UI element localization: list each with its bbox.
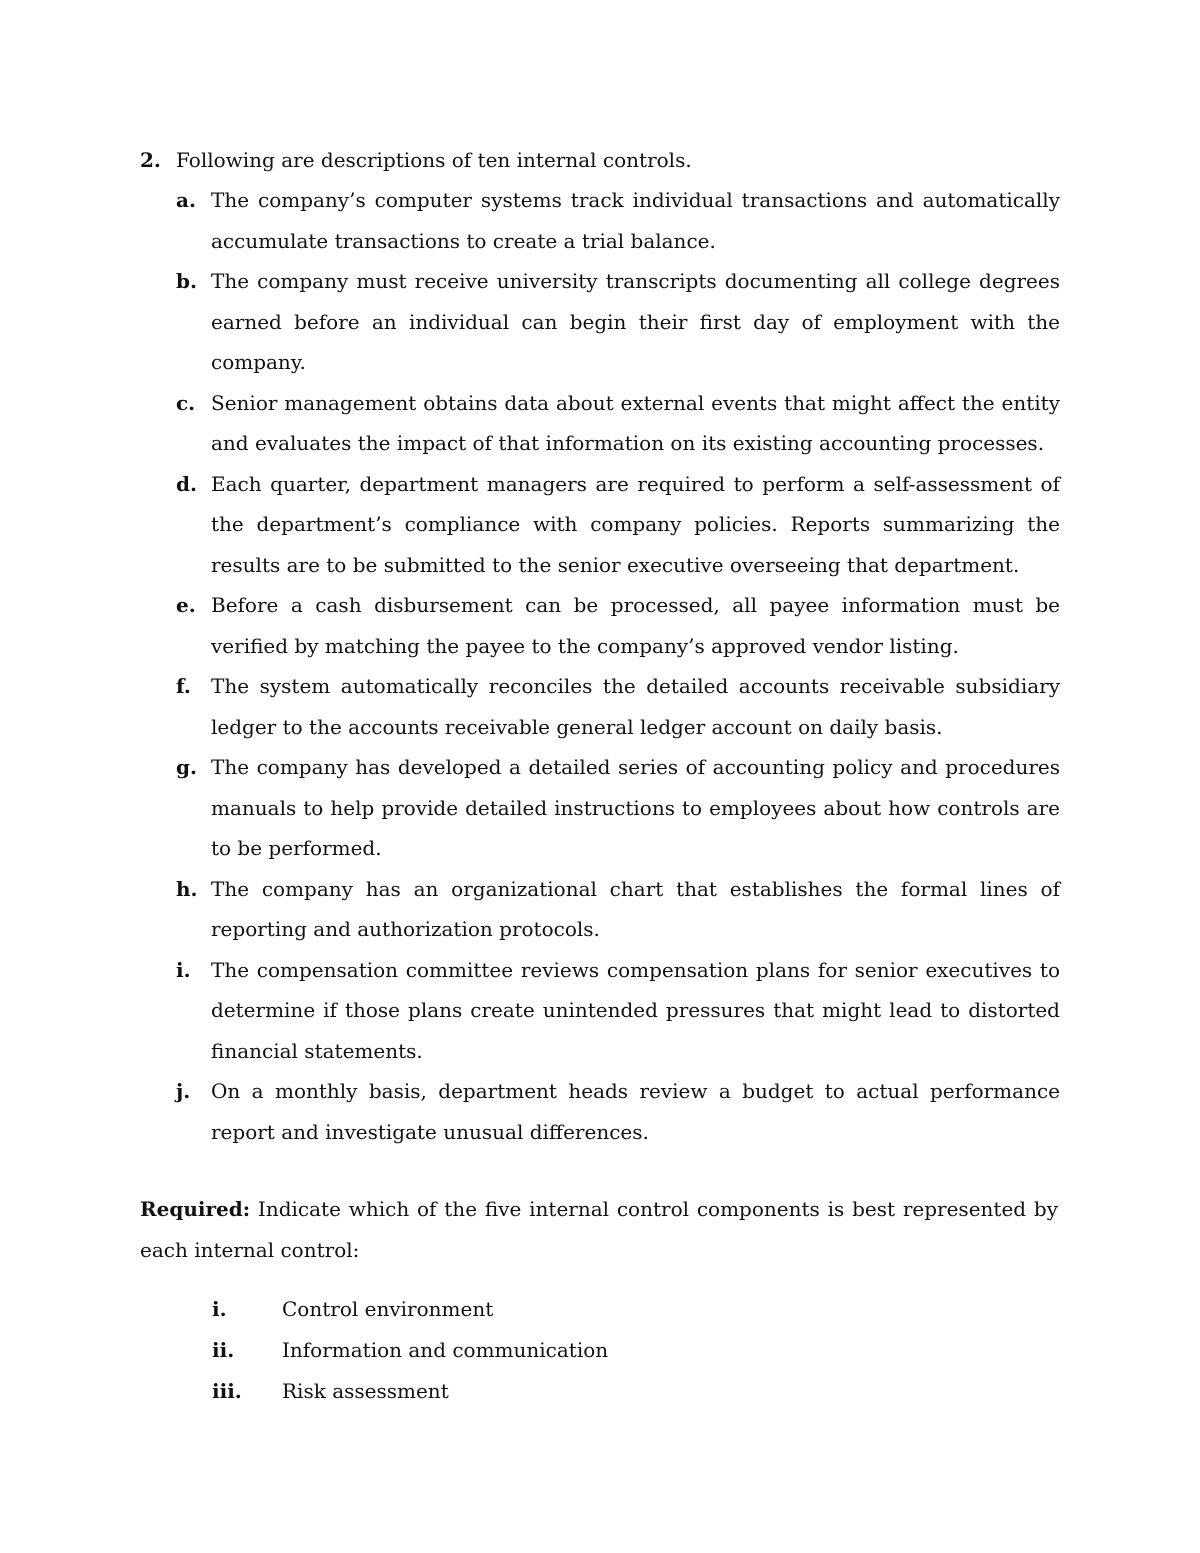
item-text: Each quarter, department managers are required to perform a self-assessment of the department’s compliance with company policies. Reports summarizing the results are to be submitted to the senior executive overseeing that department. (211, 471, 1060, 577)
item-text: The system automatically reconciles the detailed accounts receivable subsidiary ledger to the accounts receivable general ledger account on daily basis. (211, 674, 1060, 739)
question-block (140, 140, 1060, 1152)
component-item-ii (212, 1330, 912, 1371)
item-letter: c. (176, 390, 196, 415)
component-text: Risk assessment (282, 1379, 449, 1403)
item-letter: h. (176, 876, 198, 901)
component-number: iii. (212, 1379, 242, 1403)
item-text: The company has an organizational chart that establishes the formal lines of reporting and authorization protocols. (211, 876, 1060, 941)
item-text: The company’s computer systems track individual transactions and automatically accumulate transactions to create a trial balance. (211, 188, 1060, 253)
component-text: Information and communication (282, 1338, 609, 1362)
item-letter: f. (176, 674, 191, 698)
control-item-f (176, 666, 1060, 747)
item-letter: d. (176, 471, 197, 496)
item-letter: e. (176, 593, 196, 617)
item-letter: g. (176, 755, 197, 779)
required-instruction (140, 1189, 1058, 1271)
component-number: ii. (212, 1338, 235, 1362)
item-text: Senior management obtains data about external events that might affect the entity and evaluates the impact of that information on its existing accounting processes. (211, 390, 1060, 455)
control-item-g (176, 747, 1060, 869)
control-item-b (176, 261, 1060, 383)
component-list (212, 1289, 912, 1412)
component-item-i (212, 1289, 912, 1330)
required-label: Required: (140, 1197, 251, 1221)
item-letter: j. (176, 1079, 191, 1103)
control-item-c (176, 383, 1060, 464)
component-text: Control environment (282, 1297, 494, 1321)
control-list (140, 180, 1060, 1152)
required-text: Indicate which of the five internal control components is best represented by each internal control: (140, 1197, 1058, 1262)
item-text: The company must receive university transcripts documenting all college degrees earned before an individual can begin their first day of employment with the company. (211, 269, 1060, 374)
item-letter: b. (176, 269, 197, 293)
item-text: The company has developed a detailed series of accounting policy and procedures manuals to help provide detailed instructions to employees about how controls are to be performed. (211, 755, 1060, 860)
item-text: Before a cash disbursement can be processed, all payee information must be verified by matching the payee to the company’s approved vendor listing. (211, 593, 1060, 658)
control-item-e (176, 585, 1060, 666)
item-text: The compensation committee reviews compensation plans for senior executives to determine if those plans create unintended pressures that might lead to distorted financial statements. (211, 957, 1060, 1063)
item-text: On a monthly basis, department heads review a budget to actual performance report and investigate unusual differences. (211, 1079, 1060, 1144)
question-heading (140, 140, 1060, 180)
control-item-a (176, 180, 1060, 261)
item-letter: a. (176, 188, 196, 212)
question-number: 2. (140, 148, 161, 172)
control-item-j (176, 1071, 1060, 1152)
component-number: i. (212, 1297, 227, 1321)
question-intro: Following are descriptions of ten internal controls. (176, 148, 692, 172)
item-letter: i. (176, 957, 191, 982)
control-item-h (176, 869, 1060, 950)
component-item-iii (212, 1371, 912, 1412)
control-item-d (176, 464, 1060, 586)
control-item-i (176, 950, 1060, 1072)
